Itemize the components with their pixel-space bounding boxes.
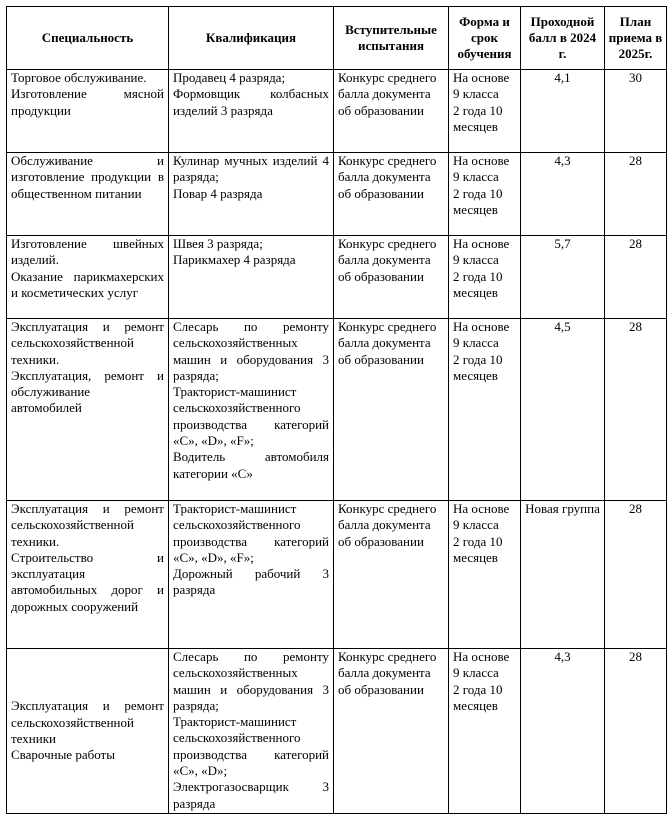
exams-cell: Конкурс среднего балла документа об образовании bbox=[334, 70, 449, 153]
header-exams: Вступительные испытания bbox=[334, 7, 449, 70]
form-line: На основе 9 класса bbox=[453, 319, 510, 351]
table-row bbox=[7, 649, 667, 814]
qualification-cell bbox=[169, 319, 334, 501]
form-line: 2 года 10 месяцев bbox=[453, 102, 503, 134]
header-form: Форма и срок обучения bbox=[449, 7, 521, 70]
form-cell bbox=[449, 70, 521, 153]
qualification-line: Водитель автомобиля категории «С» bbox=[173, 449, 329, 481]
qualification-line: Парикмахер 4 разряда bbox=[173, 252, 296, 268]
qualification-line: Кулинар мучных изделий 4 разряда; bbox=[173, 153, 329, 185]
header-specialty: Специальность bbox=[7, 7, 169, 70]
specialty-line: Строительство и эксплуатация автомобильных дорог и дорожных сооружений bbox=[11, 549, 164, 614]
plan-cell: 28 bbox=[605, 319, 667, 501]
plan-cell: 28 bbox=[605, 236, 667, 319]
table-row bbox=[7, 70, 667, 153]
header-score: Проходной балл в 2024 г. bbox=[521, 7, 605, 70]
score-cell: 5,7 bbox=[521, 236, 605, 319]
specialty-line: Изготовление мясной продукции bbox=[11, 86, 164, 118]
table-row bbox=[7, 236, 667, 319]
table-row bbox=[7, 501, 667, 649]
exams-cell: Конкурс среднего балла документа об образовании bbox=[334, 236, 449, 319]
exams-cell: Конкурс среднего балла документа об образовании bbox=[334, 319, 449, 501]
specialty-line: Изготовление швейных изделий. bbox=[11, 236, 164, 268]
table-row bbox=[7, 153, 667, 236]
score-cell: Новая группа bbox=[521, 501, 605, 649]
specialty-cell bbox=[7, 236, 169, 319]
form-line: На основе 9 класса bbox=[453, 501, 510, 533]
qualification-line: Электрогазосварщик 3 разряда bbox=[173, 779, 329, 811]
specialty-line: Эксплуатация и ремонт сельскохозяйственной техники. bbox=[11, 319, 164, 367]
specialty-cell bbox=[7, 319, 169, 501]
qualification-line: Слесарь по ремонту сельскохозяйственных машин и оборудования 3 разряда; bbox=[173, 319, 329, 383]
header-plan: План приема в 2025г. bbox=[605, 7, 667, 70]
form-line: 2 года 10 месяцев bbox=[453, 681, 503, 713]
plan-cell: 28 bbox=[605, 649, 667, 814]
specialty-line: Эксплуатация и ремонт сельскохозяйственной техники bbox=[11, 698, 164, 746]
form-cell bbox=[449, 501, 521, 649]
score-cell: 4,1 bbox=[521, 70, 605, 153]
form-line: 2 года 10 месяцев bbox=[453, 533, 503, 565]
specialty-line: Эксплуатация, ремонт и обслуживание автомобилей bbox=[11, 367, 164, 416]
form-line: На основе 9 класса bbox=[453, 70, 510, 102]
form-line: 2 года 10 месяцев bbox=[453, 185, 503, 217]
admission-table bbox=[6, 6, 667, 814]
form-line: На основе 9 класса bbox=[453, 153, 510, 185]
form-line: 2 года 10 месяцев bbox=[453, 351, 503, 383]
qualification-line: Слесарь по ремонту сельскохозяйственных машин и оборудования 3 разряда; bbox=[173, 649, 329, 713]
qualification-line: Продавец 4 разряда; bbox=[173, 70, 286, 85]
qualification-line: Тракторист-машинист сельскохозяйственного производства категорий «С», «D»; bbox=[173, 714, 329, 779]
specialty-cell bbox=[7, 501, 169, 649]
form-cell bbox=[449, 236, 521, 319]
form-cell bbox=[449, 153, 521, 236]
qualification-cell bbox=[169, 153, 334, 236]
header-qualification: Квалификация bbox=[169, 7, 334, 70]
qualification-cell bbox=[169, 501, 334, 649]
qualification-line: Тракторист-машинист сельскохозяйственного производства категорий «С», «D», «F»; bbox=[173, 501, 329, 565]
table-header-row bbox=[7, 7, 667, 70]
specialty-line: Оказание парикмахерских и косметических услуг bbox=[11, 268, 164, 300]
form-cell bbox=[449, 319, 521, 501]
qualification-cell bbox=[169, 649, 334, 814]
exams-cell: Конкурс среднего балла документа об образовании bbox=[334, 153, 449, 236]
plan-cell: 28 bbox=[605, 501, 667, 649]
exams-cell: Конкурс среднего балла документа об образовании bbox=[334, 501, 449, 649]
form-line: На основе 9 класса bbox=[453, 236, 510, 268]
form-line: 2 года 10 месяцев bbox=[453, 268, 503, 300]
specialty-line: Эксплуатация и ремонт сельскохозяйственной техники. bbox=[11, 501, 164, 549]
qualification-cell bbox=[169, 236, 334, 319]
score-cell: 4,3 bbox=[521, 649, 605, 814]
specialty-line: Сварочные работы bbox=[11, 747, 115, 763]
score-cell: 4,5 bbox=[521, 319, 605, 501]
exams-cell: Конкурс среднего балла документа об образовании bbox=[334, 649, 449, 814]
qualification-line: Повар 4 разряда bbox=[173, 185, 263, 201]
qualification-line: Формовщик колбасных изделий 3 разряда bbox=[173, 86, 329, 118]
form-cell bbox=[449, 649, 521, 814]
qualification-line: Тракторист-машинист сельскохозяйственного производства категорий «С», «D», «F»; bbox=[173, 384, 329, 449]
table-row bbox=[7, 319, 667, 501]
form-line: На основе 9 класса bbox=[453, 649, 510, 681]
plan-cell: 28 bbox=[605, 153, 667, 236]
specialty-cell bbox=[7, 153, 169, 236]
score-cell: 4,3 bbox=[521, 153, 605, 236]
plan-cell: 30 bbox=[605, 70, 667, 153]
specialty-cell bbox=[7, 70, 169, 153]
specialty-line: Обслуживание и изготовление продукции в общественном питании bbox=[11, 153, 164, 201]
specialty-line: Торговое обслуживание. bbox=[11, 70, 147, 85]
qualification-line: Дорожный рабочий 3 разряда bbox=[173, 566, 329, 598]
qualification-line: Швея 3 разряда; bbox=[173, 236, 263, 251]
specialty-cell bbox=[7, 649, 169, 814]
qualification-cell bbox=[169, 70, 334, 153]
